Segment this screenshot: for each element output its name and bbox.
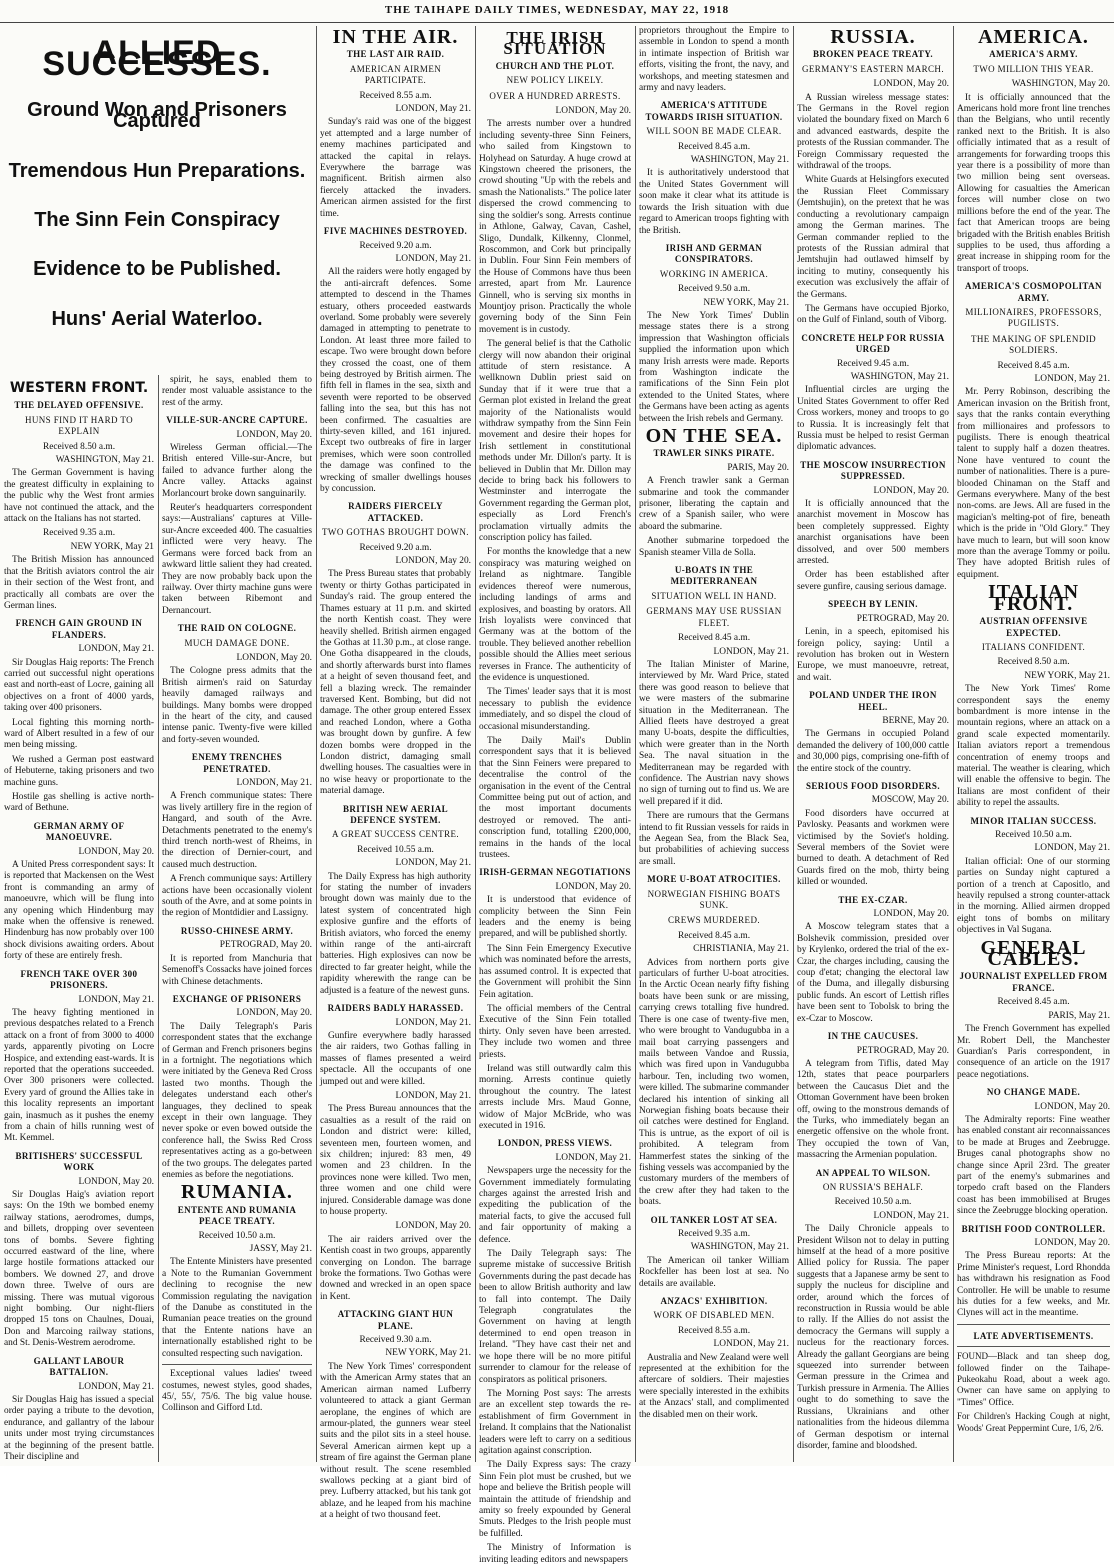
dateline: PARIS, May 21.: [1048, 1010, 1110, 1021]
advertisement: Exceptional values ladies' tweed costumes, newest styles, good shades, 45/, 55/, 75/6. The big value house. Collinson and Gifford Ltd.: [162, 1369, 312, 1414]
dateline: PETROGRAD, May 20.: [856, 613, 949, 624]
sub-headline: Evidence to be Published.: [33, 258, 281, 281]
article-heading: JOURNALIST EXPELLED FROM FRANCE.: [959, 971, 1108, 993]
dateline: LONDON, May 21.: [713, 646, 789, 657]
paragraph: proprietors throughout the Empire to assemble in London to spend a month in intimate inspection of British war efforts, visiting the front, the navy, and workshops, and meeting statesmen and army and navy leaders.: [639, 26, 789, 94]
dateline: JASSY, May 21.: [249, 1244, 312, 1255]
divider: [957, 1346, 1110, 1347]
paragraph: Local fighting this morning north-ward of Albert resulted in a few of our men being missing.: [4, 717, 154, 751]
received-time: Received 9.50 a.m.: [677, 284, 751, 295]
paragraph: The Morning Post says: The arrests are an excellent step towards the re-establishment of firm Government in Ireland. It complains that the Nationalist leaders were left to carry on a seditious agitation against conscription.: [479, 1388, 631, 1456]
dateline: LONDON, May 20.: [555, 106, 631, 117]
paragraph: Sunday's raid was one of the biggest yet attempted and a large number of enemy machines participated and attacked the capital in relays. Everywhere the barrage was magnificent. British airmen also fiercely attacked the invaders. American airmen assisted for the first time.: [320, 117, 471, 219]
article-heading: BRITISHERS' SUCCESSFUL WORK: [15, 1150, 143, 1173]
received-time: Received 8.50 a.m.: [42, 441, 116, 452]
received-time: Received 9.20 a.m.: [359, 542, 432, 553]
dateline: WASHINGTON, May 21.: [850, 371, 949, 382]
sub-headline: Tremendous Hun Preparations.: [8, 159, 306, 182]
article-subheading: GERMANY'S EASTERN MARCH.: [802, 63, 944, 74]
sub-headline: The Sinn Fein Conspiracy: [34, 209, 280, 232]
dateline: LONDON, May 20.: [395, 1221, 471, 1232]
dateline: LONDON, May 21.: [873, 1210, 949, 1221]
paragraph: Influential circles are urging the United States Government to offer Red Cross workers, money and troops to go to Russia. It is increasingly felt that Russia must be helped to resist German diplomatic advances.: [797, 385, 949, 453]
dateline: NEW YORK, May 21: [70, 541, 154, 552]
paragraph: The Daily Mail's Dublin correspondent says that it is believed that the Sinn Feiners were prepared to decentralise the control of the organisation in the event of the Central Committee being put out of action, and the most important documents destroyed or removed. The anti-conscription fund, totalling £200,000, remains in the hands of the local trustees.: [479, 735, 631, 861]
received-time: Received 8.45 a.m.: [677, 633, 751, 644]
dateline: LONDON, May 21.: [395, 1090, 471, 1101]
article-subheading: SITUATION WELL IN HAND.: [651, 590, 777, 601]
paragraph: The Sinn Fein Emergency Executive which was nominated before the arrests, has assumed control. It is expected that the Government will prohibit the Sinn Fein agitation.: [479, 943, 631, 1000]
dateline: PETROGRAD, May 20.: [219, 940, 312, 951]
article-heading: ENTENTE AND RUMANIA PEACE TREATY.: [177, 1204, 297, 1227]
article-heading: BRITISH FOOD CONTROLLER.: [961, 1223, 1106, 1234]
article-heading: BROKEN PEACE TREATY.: [812, 49, 934, 60]
article-heading: RUSSO-CHINESE ARMY.: [180, 925, 294, 936]
main-headline-block: [4, 26, 310, 366]
paragraph: White Guards at Helsingfors executed the Russian Fleet Commissary (Jemtshujin), on the pretext that he was conducting a revolutionary campaign among the German marines. The German commander replied to the protests of the Russian admiral that Jemtshujin had outlawed himself by inciting to mutiny, consequently his execution was exclusively the affair of the Germans.: [797, 175, 949, 300]
article-subheading: TWO GOTHAS BROUGHT DOWN.: [322, 527, 469, 538]
paragraph: Food disorders have occurred at Pavlosky. Peasants and workmen were victimised by the Soviet's holding. Several members of the Soviet were burned to death. A detachment of Red Guards fired on the mob, thirty being killed or wounded.: [797, 808, 949, 888]
paragraph: Lenin, in a speech, epitomised his foreign policy, saying: Until a revolution has broken out in Western Europe, we must manoeuvre, retreat, and wait.: [797, 627, 949, 683]
dateline: LONDON, May 20.: [236, 1008, 312, 1019]
dateline: LONDON, May 21.: [395, 858, 471, 869]
dateline: WASHINGTON, May 20.: [1011, 79, 1110, 90]
paragraph: The Daily Chronicle appeals to President Wilson not to delay in putting himself at the head of a more positive Allied policy for Russia. The paper suggests that a Japanese army be sent to supply the nucleus for discipline and order, around which the forces of reconstruction in Russia would be able to rally. If the Allies do not assist the democracy the Germans will supply a nucleus for the reactionary forces. Already the gallant Georgians are being squeezed into surrender between German pressure in the Crimea and Turkish pressure in Armenia. The Allies ought to do something to save the Russians, Ukrainians and other nationalities from the hideous dilemma of German despotism or internal disorder, famine and bloodshed.: [797, 1224, 949, 1451]
article-heading: THE DELAYED OFFENSIVE.: [14, 400, 144, 411]
paragraph: The German Government is having the greatest difficulty in explaining to the public why the West front armies have not continued the attack, and the attack on the Italians has not started.: [4, 468, 154, 525]
article-heading: MORE U-BOAT ATROCITIES.: [647, 874, 781, 885]
paragraph: The Daily Express says: The crazy Sinn Fein plot must be crushed, but we hope and believe the British people will maintain the attitude of friendship and amity so freely expounded by General Smuts. Pledges to the Irish people must be fulfilled.: [479, 1460, 631, 1539]
paragraph: It is authoritatively understood that the United States Government will soon make it clear what its attitude is towards the Irish situation with due regard to American troops fighting with the British.: [639, 168, 789, 236]
dateline: LONDON, May 20.: [395, 556, 471, 567]
article-heading: THE MOSCOW INSURRECTION SUPPRESSED.: [800, 459, 946, 482]
paragraph: A French communique states: There was lively artillery fire in the region of Hangard, and south of the Avre. Detachments penetrated to the enemy's third trench north-west of Rheims, in the direction of Dernier-court, and caused much destruction.: [162, 791, 312, 870]
dateline: LONDON, May 21.: [395, 104, 471, 115]
paragraph: The Italian Minister of Marine, interviewed by Mr. Ward Price, stated there was good reason to believe that we were masters of the submarine situation in the Mediterranean. The Allied fleets have destroyed a great many U-boats, despite the difficulties, which were greater than in the North Sea. The naval situation in the Mediterranean may be regarded with confidence. The Austrian navy shows no sign of turning out to find us. We are well prepared if it did.: [639, 659, 789, 807]
column-4: [479, 26, 631, 1565]
dateline: LONDON, May 20.: [236, 652, 312, 663]
received-time: Received 9.35 a.m.: [677, 1229, 751, 1239]
paragraph: Ireland was still outwardly calm this morning. Arrests continue quietly throughout the country. The latest arrests include Mrs. Maud Gonne, widow of Major McBride, who was executed in 1916.: [479, 1063, 631, 1131]
article-subheading: NEW POLICY LIKELY.: [506, 75, 604, 86]
article-subheading: HUNS FIND IT HARD TO EXPLAIN: [24, 414, 133, 437]
dateline: LONDON, May 20.: [1034, 1238, 1110, 1248]
article-heading: FRENCH TAKE OVER 300 PRISONERS.: [20, 968, 138, 991]
column-rule: [158, 375, 159, 1462]
article-subheading: MILLIONAIRES, PROFESSORS, PUGILISTS.: [965, 306, 1102, 329]
paragraph: The New York Times' Dublin message states there is a strong impression that Washington officials supplied the information upon which many Irish arrests were made. Reports from Washington indicate the ramifications of the Sinn Fein plot extended to the United States, where the Germans have been acting as agents between the Irish rebels and Germany.: [639, 310, 789, 424]
received-time: Received 9.35 a.m.: [42, 528, 116, 539]
dateline: PARIS, May 20.: [727, 462, 789, 473]
article-heading: IN THE CAUCUSES.: [827, 1031, 919, 1042]
section-heading: GENERAL CABLES.: [980, 936, 1087, 971]
article-heading: ATTACKING GIANT HUN PLANE.: [337, 1309, 454, 1331]
article-heading: EXCHANGE OF PRISONERS: [172, 993, 302, 1004]
paragraph: A French trawler sank a German submarine and took the commander prisoner, liberating the captain and crew of a Spanish sailer, who were aboard the submarine.: [639, 476, 789, 532]
paragraph: The Daily Telegraph's Paris correspondent states that the exchange of German and French prisoners begins in a fortnight. The negotiations which were initiated by the Geneva Red Cross lasted two months. Though the delegates understand each other's languages, they declined to speak except in their own language. They never spoke or even bowed outside the conference hall, the Swiss Red Cross representatives acting as a go-between of the two groups. The delegates parted enemies as before the negotiations.: [162, 1021, 312, 1180]
article-heading: SERIOUS FOOD DISORDERS.: [806, 780, 940, 791]
paragraph: All the raiders were hotly engaged by the anti-aircraft defences. Some attempted to descend in the Thames estuary, others proceeded eastwards overland. Some probably were severely damaged in attempting to penetrate to London. At least three more failed to escape. Two were brought down before they crossed the coast, one of them being destroyed by British airmen. The fifth fell in flames in the sea, sixth and seventh were reported to be observed falling into the sea, but this has not been confirmed. The casualties are thirty-seven killed, and 161 injured. Except two outbreaks of fire in larger premises, which were soon controlled the damage was confined to the wrecking of smaller dwellings houses by concussion.: [320, 267, 471, 495]
received-time: Received 8.50 a.m.: [997, 657, 1070, 668]
paragraph: Hostile gas shelling is active north-ward of Bethune.: [4, 792, 154, 814]
divider: [957, 1324, 1110, 1325]
article-heading: RAIDERS BADLY HARASSED.: [327, 1003, 464, 1014]
paragraph: The Germans have occupied Bjorko, on the Gulf of Finland, south of Viborg.: [797, 303, 949, 326]
paragraph: The heavy fighting mentioned in previous despatches related to a French attack on a front of from 3000 to 4000 yards, apparently pivoting on Locre Hospice, and extending east-wards. It is reported that the operations succeeded. Over 300 prisoners were collected. Every yard of ground the Allies take in this locality represents an important gain, inasmuch as it pushes the enemy from a chain of hills running west of Mt. Kemmel.: [4, 1007, 154, 1144]
paragraph: A United Press correspondent says: It is reported that Mackensen on the West front is commanding an army of manoeuvre, which will be flung into any opening which Hindenburg may make when the offensive is renewed. Hindenburg has now probably over 100 shock divisions awaiting orders. About forty of these are entirely fresh.: [4, 860, 154, 962]
paragraph: A Moscow telegram states that a Bolshevik commission, presided over by Krylenko, ordered the trial of the ex-Czar, the charges including, causing the coup d'etat; changing the electoral law of the Duma, and illegally disbursing public funds. An escort of Lettish rifles have been sent to Tobolsk to bring the ex-Czar to Moscow.: [797, 922, 949, 1024]
article-heading: ENEMY TRENCHES PENETRATED.: [191, 752, 283, 774]
article-heading: AN APPEAL TO WILSON.: [815, 1167, 931, 1178]
article-heading: AMERICA'S COSMOPOLITAN ARMY.: [965, 281, 1102, 303]
received-time: Received 10.50 a.m.: [198, 1230, 276, 1241]
dateline: WASHINGTON, May 21.: [690, 155, 789, 166]
dateline: NEW YORK, May 21.: [703, 297, 789, 308]
dateline: LONDON, May 21.: [555, 1152, 631, 1163]
article-heading: AMERICA'S ATTITUDE TOWARDS IRISH SITUATION.: [645, 100, 783, 122]
advertisement: FOUND—Black and tan sheep dog, followed finder on the Taihape-Pukeokahu Road, about a week ago. Owner can have same on applying to "Times" Office.: [957, 1351, 1110, 1407]
received-time: Received 8.45 a.m.: [997, 360, 1070, 371]
received-time: Received 9.45 a.m.: [836, 358, 910, 369]
paragraph: A Russian wireless message states: The Germans in the Rovel region violated the boundary fixed on March 6 and advanced eastwards, despite the protests of the Russian commander. The Foreign Commissary requested the withdrawal of the troops.: [797, 92, 949, 172]
article-subheading: GERMANS MAY USE RUSSIAN FLEET.: [646, 606, 782, 628]
paragraph: The British Mission has announced that the British aviators control the air in their section of the West front, and practically all combats are over the German lines.: [4, 555, 154, 611]
article-subheading: ITALIANS CONFIDENT.: [981, 641, 1086, 652]
paragraph: The French Government has expelled Mr. Robert Dell, the Manchester Guardian's Paris correspondent, in consequence of an article on the 1917 peace negotiations.: [957, 1024, 1110, 1080]
dateline: LONDON, May 20.: [236, 429, 312, 440]
dateline: LONDON, May 20.: [873, 79, 949, 90]
received-time: Received 9.30 a.m.: [359, 1335, 432, 1346]
advertisement: For Children's Hacking Cough at night, Woods' Great Peppermint Cure, 1/6, 2/6.: [957, 1411, 1110, 1433]
paragraph: The American oil tanker William Rockfeller has been lost at sea. No details are available.: [639, 1255, 789, 1289]
dateline: WASHINGTON, May 21.: [55, 455, 154, 466]
column-1: [4, 375, 154, 1461]
article-heading: POLAND UNDER THE IRON HEEL.: [809, 690, 937, 712]
dateline: LONDON, May 20.: [873, 909, 949, 920]
article-heading: AMERICA'S ARMY.: [989, 49, 1078, 60]
paragraph: There are rumours that the Germans intend to fit Russian vessels for raids in the Aegean Sea, from the Black Sea, but probabilities of achieving success are small.: [639, 811, 789, 867]
sub-headline: Huns' Aerial Waterloo.: [51, 307, 263, 330]
paragraph: We rushed a German post eastward of Hebuterne, taking prisoners and two machine guns.: [4, 754, 154, 788]
article-heading: OIL TANKER LOST AT SEA.: [650, 1214, 778, 1225]
dateline: BERNE, May 20.: [882, 715, 949, 726]
article-subheading: ON RUSSIA'S BEHALF.: [822, 1181, 924, 1192]
dateline: LONDON, May 21.: [78, 644, 154, 655]
column-rule: [635, 26, 636, 1462]
dateline: CHRISTIANIA, May 21.: [693, 944, 789, 955]
paragraph: The arrests number over a hundred including seventy-three Sinn Feiners, who sailed from Kingstown to Holyhead on Saturday. A huge crowd at Kingstown cheered the prisoners, the crowd shouting "Up with the rebels and smash the Nationalists." The police later dispersed the crowd commencing to sing the soldier's song. Arrests continue in Athlone, Galway, Cavan, Cashel, Sligo, Dundalk, Kilkenny, Clonmel, Roscommon, and Cork but principally in Dublin. Four Sinn Fein members of the House of Commons have thus been arrested, apart from Mr. Laurence Ginnell, who is serving six months in Mountjoy prison. Practically the whole governing body of the Sinn Fein movement is in custody.: [479, 119, 631, 335]
column-rule: [475, 26, 476, 1462]
article-heading: SPEECH BY LENIN.: [828, 599, 918, 610]
article-heading: GERMAN ARMY OF MANOEUVRE.: [33, 820, 125, 843]
article-heading: FRENCH GAIN GROUND IN FLANDERS.: [15, 618, 143, 640]
article-heading: LATE ADVERTISEMENTS.: [973, 1330, 1094, 1341]
divider: [162, 1364, 312, 1365]
article-subheading: NORWEGIAN FISHING BOATS SUNK.: [647, 888, 781, 911]
paragraph: The New York Times' Rome correspondent says the enemy bombardment is more intense in the mountain regions, where an attack on a grand scale expected momentarily. Italian aviators report a tremendous concentration of enemy troops and material. The weather is clearing, which will enable the offensive to begin. The Italians are most confident of their ability to repel the assaults.: [957, 684, 1110, 809]
paragraph: Another submarine torpedoed the Spanish steamer Villa de Solla.: [639, 536, 789, 558]
article-subheading: WILL SOON BE MADE CLEAR.: [646, 126, 782, 137]
article-heading: IRISH AND GERMAN CONSPIRATORS.: [665, 242, 763, 265]
dateline: LONDON, May 21.: [1034, 373, 1110, 384]
paragraph: Order has been established after severe gunfire, causing serious damage.: [797, 570, 949, 592]
paragraph: The Cologne press admits that the British airmen's raid on Saturday heavily damaged railways and buildings. Many bombs were dropped in the heart of the city, and caused intense panic. Twenty-five were killed and forty-seven wounded.: [162, 666, 312, 745]
section-heading: RUSSIA.: [830, 26, 916, 48]
dateline: LONDON, May 21.: [395, 1017, 471, 1028]
article-heading: MINOR ITALIAN SUCCESS.: [970, 815, 1097, 826]
paragraph: A French communique says: Artillery actions have been occasionally violent south of the Avre, and at some points in the region of Montdidier and Lassigny.: [162, 874, 312, 919]
article-subheading: A GREAT SUCCESS CENTRE.: [331, 829, 460, 840]
article-subheading: TWO MILLION THIS YEAR.: [973, 63, 1094, 74]
section-heading: ITALIAN FRONT.: [987, 581, 1080, 615]
column-5: [639, 26, 789, 1462]
paragraph: Sir Douglas Haig has issued a special order paying a tribute to the devotion, endurance, and gallantry of the labour units under most trying circumstances at the beginning of the present battle. Their discipline and: [4, 1394, 154, 1462]
paragraph: The Daily Express has high authority for stating the number of invaders brought down was mainly due to the latest system of concentrated high explosive gunfire and the efforts of British aviators, who forced the enemy within range of the anti-aircraft batteries. High explosives can now be directed to far greater height, while the rapidity wherewith the range can be adjusted is a feature of the newest guns.: [320, 871, 471, 996]
paragraph: Mr. Perry Robinson, describing the American invasion on the British front, says that the ranks contain everything from millionaires and professors to pugilists. There is enough theatrical talent to supply half a dozen theatres. None have ventured to count the number of nationalities. There is a pure-blooded Chinaman on the Staff and Germans everywhere. Many of the best non-coms. are Jews. All are fused in the magician's melting-pot of fire, beneath which is the pride in "Old Glory." They have much to learn, but will soon know more than the average Tommy or poilu. They have adopted British rules of equipment.: [957, 387, 1110, 580]
paragraph: The Entente Ministers have presented a Note to the Rumanian Government declining to recognise the new Commission regulating the navigation of the Danube as constituted in the Rumanian peace treaties on the ground that the Entente nations have an internationally established right to be consulted respecting such navigation.: [162, 1257, 312, 1359]
section-heading: WESTERN FRONT.: [9, 380, 149, 396]
paragraph: Italian official: One of our storming parties on Sunday night captured a portion of a trench at Capositlo, and heavily repulsed a strong counter-attack in the morning. Allied airmen dropped eight tons of bombs on military objectives in Val Sugana.: [957, 856, 1110, 936]
paragraph: Sir Douglas Haig's aviation report says: On the 19th we bombed enemy railway stations, aerodromes, dumps, and billets, dropping over seventeen tons of bombs. Severe fighting occurred eastward of the line, where large hostile formations attacked our bombers. We downed 27, and drove down three. Twelve of ours are missing. There was mutual vigorous night bombing. Our night-fliers dropped 15 tons on Chaulnes, Douai, Don and Marcoing railway stations, and St. Denis-Westrem aerodrome.: [4, 1190, 154, 1349]
section-heading: AMERICA.: [978, 26, 1089, 48]
dateline: LONDON, May 21.: [1034, 843, 1110, 854]
paragraph: It is officially announced that the anarchist movement in Moscow has been completely suppressed. Eighty anarchist organisations have been dissolved, and over 500 members arrested.: [797, 499, 949, 567]
article-heading: ANZACS' EXHIBITION.: [660, 1296, 768, 1307]
article-heading: NO CHANGE MADE.: [986, 1087, 1081, 1098]
received-time: Received 8.55 a.m.: [677, 1325, 751, 1336]
paragraph: spirit, he says, enabled them to render most valuable assistance to the rest of the army.: [162, 375, 312, 408]
article-subheading: AMERICAN AIRMEN PARTICIPATE.: [349, 63, 442, 86]
column-6: [797, 26, 949, 1462]
article-subheading: CREWS MURDERED.: [667, 915, 760, 926]
paragraph: The Admiralty reports: Fine weather has enabled constant air reconnaissances to be made at Bruges and Zeebrugge. Bruges canal photographs show no change since April 23rd. The greater part of the enemy's submarines and torpedo craft based on the Flanders coast has been immobilised at Bruges since the Zeebrugge blocking operation.: [957, 1114, 1110, 1217]
paragraph: The air raiders arrived over the Kentish coast in two groups, apparently converging on London. The barrage broke the formations. Two Gothas were downed and wrecked in an open space in Kent.: [320, 1234, 471, 1302]
paragraph: The Germans in occupied Poland demanded the delivery of 100,000 cattle and 30,000 pigs, comprising one-fifth of the entire stock of the country.: [797, 729, 949, 774]
paragraph: The Press Bureau reports: At the Prime Minister's request, Lord Rhondda has withdrawn his resignation as Food Controller. He will be unable to resume his duties for a few weeks, and Mr. Clynes will act in the meantime.: [957, 1251, 1110, 1319]
article-subheading: WORK OF DISABLED MEN.: [653, 1310, 775, 1321]
paragraph: Advices from northern ports give particulars of further U-boat atrocities. In the Arctic Ocean nearly fifty fishing boats have been sunk or are missing, carrying crews totalling five hundred. There is one case of twenty-five men, who were brought to Vandugubba in a mail boat carrying passengers and mails between Vandoe and Russia, which was fired upon in Vandugubba harbour. Ten, including two women, were killed. The submarine commander declared his intention of sinking all Norwegian fishing boats because their oil catches were destined for England. This is untrue, as the export of oil is prohibited. A telegram from Hammerfest states the sinking of the fishing vessels was accompanied by the customary murders of the members of the crew after they had taken to the boats.: [639, 957, 789, 1208]
article-heading: BRITISH NEW AERIAL DEFENCE SYSTEM.: [342, 803, 449, 825]
column-rule: [316, 26, 317, 1462]
paragraph: The New York Times' correspondent with the American Army states that an American airman named Lufberry volunteered to attack a giant German aeroplane, the engines of which are armour-plated, the gunners wear steel suits and the pilot sits in a steel house. Several American airmen kept up a stream of fire against the German plane without result. The scene resembled swallows pecking at a giant bird of prey. Lufberry attacked, but his tank got ablaze, and he leaped from his machine at a height of two thousand feet.: [320, 1361, 471, 1521]
dateline: LONDON, May 20.: [555, 881, 631, 892]
received-time: Received 8.45 a.m.: [677, 141, 751, 152]
article-heading: CHURCH AND THE PLOT.: [495, 60, 615, 71]
article-subheading: WORKING IN AMERICA.: [659, 268, 769, 279]
received-time: Received 9.20 a.m.: [359, 240, 432, 251]
paragraph: The Ministry of Information is inviting leading editors and newspapers: [479, 1543, 631, 1565]
column-2: [162, 375, 312, 1461]
article-heading: VILLE-SUR-ANCRE CAPTURE.: [166, 415, 308, 426]
dateline: LONDON, May 20.: [1034, 1101, 1110, 1112]
dateline: MOSCOW, May 20.: [871, 795, 949, 806]
paragraph: It is reported from Manchuria that Semenoff's Cossacks have joined forces with Chinese detachments.: [162, 953, 312, 987]
paragraph: It is officially announced that the Americans hold more front line trenches than the Belgians, who until recently ranked next to the British. It is also officially intimated that as a result of arrangements for forwarding troops this year there is a possibility of more than two million being sent overseas. Allowing for casualties the American forces will number close on two millions before the end of the year. The fact that American troops are being brigaded with the British enables British supplies to be used, thus affording a great increase in shipping room for the transport of troops.: [957, 92, 1110, 274]
article-heading: AUSTRIAN OFFENSIVE EXPECTED.: [979, 616, 1088, 638]
section-heading: RUMANIA.: [181, 1181, 293, 1204]
article-heading: GALLANT LABOUR BATTALION.: [33, 1355, 125, 1378]
paragraph: Sir Douglas Haig reports: The French carried out successful night operations east and north-east of Locre, gaining all objectives on a front of 4000 yards, taking over 400 prisoners.: [4, 657, 154, 714]
paragraph: The Daily Telegraph says: The supreme mistake of successive British Governments during the past decade has been to allow British authority and law to fall into contempt. The Daily Telegraph congratulates the Government on having at length determined to end open treason in Ireland. "They have cast their net and we hope there will be no more pitiful surrender to clamour for the release of conspirators as political prisoners.: [479, 1249, 631, 1385]
article-subheading: MUCH DAMAGE DONE.: [184, 637, 290, 648]
paragraph: A telegram from Tiflis, dated May 12th, states that peace pourparlers between the Caucasus Diet and the Ottoman Government have been broken off, owing to the monstrous demands of the Turks, who immediately began an energetic offensive on the whole front. They occupied the town of Van, massacring the Armenian population.: [797, 1058, 949, 1161]
dateline: NEW YORK, May 21.: [1024, 670, 1110, 681]
paragraph: The official members of the Central Executive of the Sinn Fein totalled thirty. Only seven have been arrested. They include two women and three priests.: [479, 1003, 631, 1060]
paragraph: The Times' leader says that it is most necessary to publish the evidence immediately, and so dispel the cloud of occasional misunderstanding.: [479, 687, 631, 732]
received-time: Received 10.55 a.m.: [357, 844, 434, 855]
dateline: LONDON, May 21.: [713, 1339, 789, 1350]
main-headline: ALLIED SUCCESSES.: [42, 34, 272, 84]
article-heading: TRAWLER SINKS PIRATE.: [653, 448, 775, 459]
article-heading: RAIDERS FIERCELY ATTACKED.: [348, 501, 443, 523]
article-heading: THE LAST AIR RAID.: [346, 49, 445, 60]
dateline: LONDON, May 21.: [236, 778, 312, 788]
dateline: NEW YORK, May 21.: [385, 1348, 471, 1359]
paragraph: The Press Bureau announces that the casualties as a result of the raid on London and district were: killed, seventeen men, fourteen women, and six children; injured: 83 men, 49 women and 23 children. In the provinces none were killed. Two men, three women and one child were injured. Considerable damage was done to house property.: [320, 1104, 471, 1217]
paragraph: Reuter's headquarters correspondent says:—Australians' captures at Ville-sur-Ancre exceeded 400. The casualties inflicted were very heavy. The Germans were forced back from an awkward little salient they had created. They are now probably back upon the railway. Over thirty machine guns were taken between Ribemont and Dernancourt.: [162, 503, 312, 616]
dateline: WASHINGTON, May 21.: [690, 1242, 789, 1253]
section-heading: IN THE AIR.: [332, 26, 459, 48]
dateline: LONDON, May 21.: [78, 994, 154, 1005]
article-subheading: THE MAKING OF SPLENDID SOLDIERS.: [970, 333, 1097, 356]
column-rule: [953, 26, 954, 1462]
dateline: LONDON, May 20.: [873, 485, 949, 496]
section-heading: THE IRISH SITUATION: [503, 28, 607, 59]
article-heading: CONCRETE HELP FOR RUSSIA URGED: [801, 332, 945, 355]
article-heading: LONDON, PRESS VIEWS.: [497, 1138, 613, 1149]
article-heading: THE EX-CZAR.: [838, 894, 908, 905]
paragraph: It is understood that evidence of complicity between the Sinn Fein leaders and the enemy is being prepared, and will be published shortly.: [479, 895, 631, 940]
article-heading: U-BOATS IN THE MEDITERRANEAN: [670, 565, 758, 587]
section-heading: ON THE SEA.: [645, 425, 783, 447]
sub-headline: Ground Won and Prisoners Captured: [27, 98, 287, 133]
paragraph: The Press Bureau states that probably twenty or thirty Gothas participated in Sunday's raid. The group entered the Thames estuary at 11 p.m. and skirted the north Kentish coast. They were heavily shelled. British airmen engaged the Gothas at 11.30 p.m., at close range. One Gotha disappeared in the clouds, and shortly afterwards burst into flames at a height of seven thousand feet, and fell a blazing wreck. The remainder traversed Kent. Bombing, but did not damage. The other group entered Essex and reached London, where a Gotha was brought down by gunfire. A few dozen bombs were dropped in the London district, damaging small dwelling houses. The casualties were in no wise heavy or proportionate to the material damage.: [320, 569, 471, 797]
column-3: [320, 26, 471, 1521]
paragraph: Australia and New Zealand were well represented at the exhibition for the aftercare of soldiers. Their majesties were specially interested in the exhibits at the Anzacs' stall, and complimented the disabled men on their work.: [639, 1352, 789, 1420]
received-time: Received 8.55 a.m.: [359, 90, 432, 101]
masthead: THE TAIHAPE DAILY TIMES, WEDNESDAY, MAY 22, 1918: [0, 0, 1114, 23]
column-rule: [793, 26, 794, 1462]
dateline: PETROGRAD, May 20.: [856, 1045, 949, 1056]
received-time: Received 8.45 a.m.: [997, 997, 1070, 1008]
column-7: [957, 26, 1110, 1462]
paragraph: Newspapers urge the necessity for the Government immediately formulating charges against the arrested Irish and expediting the publication of the material facts, to give the accused full and fair opportunity of making a defence.: [479, 1166, 631, 1245]
article-subheading: OVER A HUNDRED ARRESTS.: [489, 90, 621, 101]
dateline: LONDON, May 20.: [78, 1176, 154, 1187]
article-heading: THE RAID ON COLOGNE.: [177, 623, 297, 634]
article-heading: FIVE MACHINES DESTROYED.: [323, 226, 468, 237]
dateline: LONDON, May 20.: [78, 846, 154, 857]
article-heading: IRISH-GERMAN NEGOTIATIONS: [479, 867, 631, 878]
dateline: LONDON, May 21.: [78, 1381, 154, 1392]
received-time: Received 10.50 a.m.: [834, 1197, 912, 1208]
received-time: Received 8.45 a.m.: [677, 930, 751, 941]
paragraph: For months the knowledge that a new conspiracy was maturing weighed on Ireland as nightmare. Tangible evidences thereof were numerous, including landings of arms and explosives, and boasting by orators. All Irish loyalists were convinced that Germany was at the bottom of the trouble. They believed another rebellion possible should the Allies meet serious reverses in France. The authenticity of the evidence is unquestioned.: [479, 547, 631, 683]
paragraph: The general belief is that the Catholic clergy will now abandon their original attitude of stern resistance. A wellknown Dublin priest said on Sunday that if it were true that a German plot existed in Ireland the great majority of the Nationalists would withdraw sympathy from the Sinn Fein movement and desire their hopes for Irish settlement in constitutional methods under Mr. Dillon's party. It is believed in Dublin that Mr. Dillon may decide to bring back his followers to Westminster and interrogate the Government regarding the German plot, especially as Lord French's proclamation virtually admits the conscription policy has failed.: [479, 339, 631, 544]
received-time: Received 10.50 a.m.: [995, 830, 1072, 840]
paragraph: Gunfire everywhere badly harassed the air raiders, two Gothas falling in masses of flames presented a weird spectacle. All the occupants of one jumped out and were killed.: [320, 1030, 471, 1087]
dateline: LONDON, May 21.: [395, 253, 471, 264]
paragraph: Wireless German official.—The British entered Ville-sur-Ancre, but failed to advance further along the Ancre valley. Attacks against Morlancourt broke down sanguinarily.: [162, 443, 312, 499]
